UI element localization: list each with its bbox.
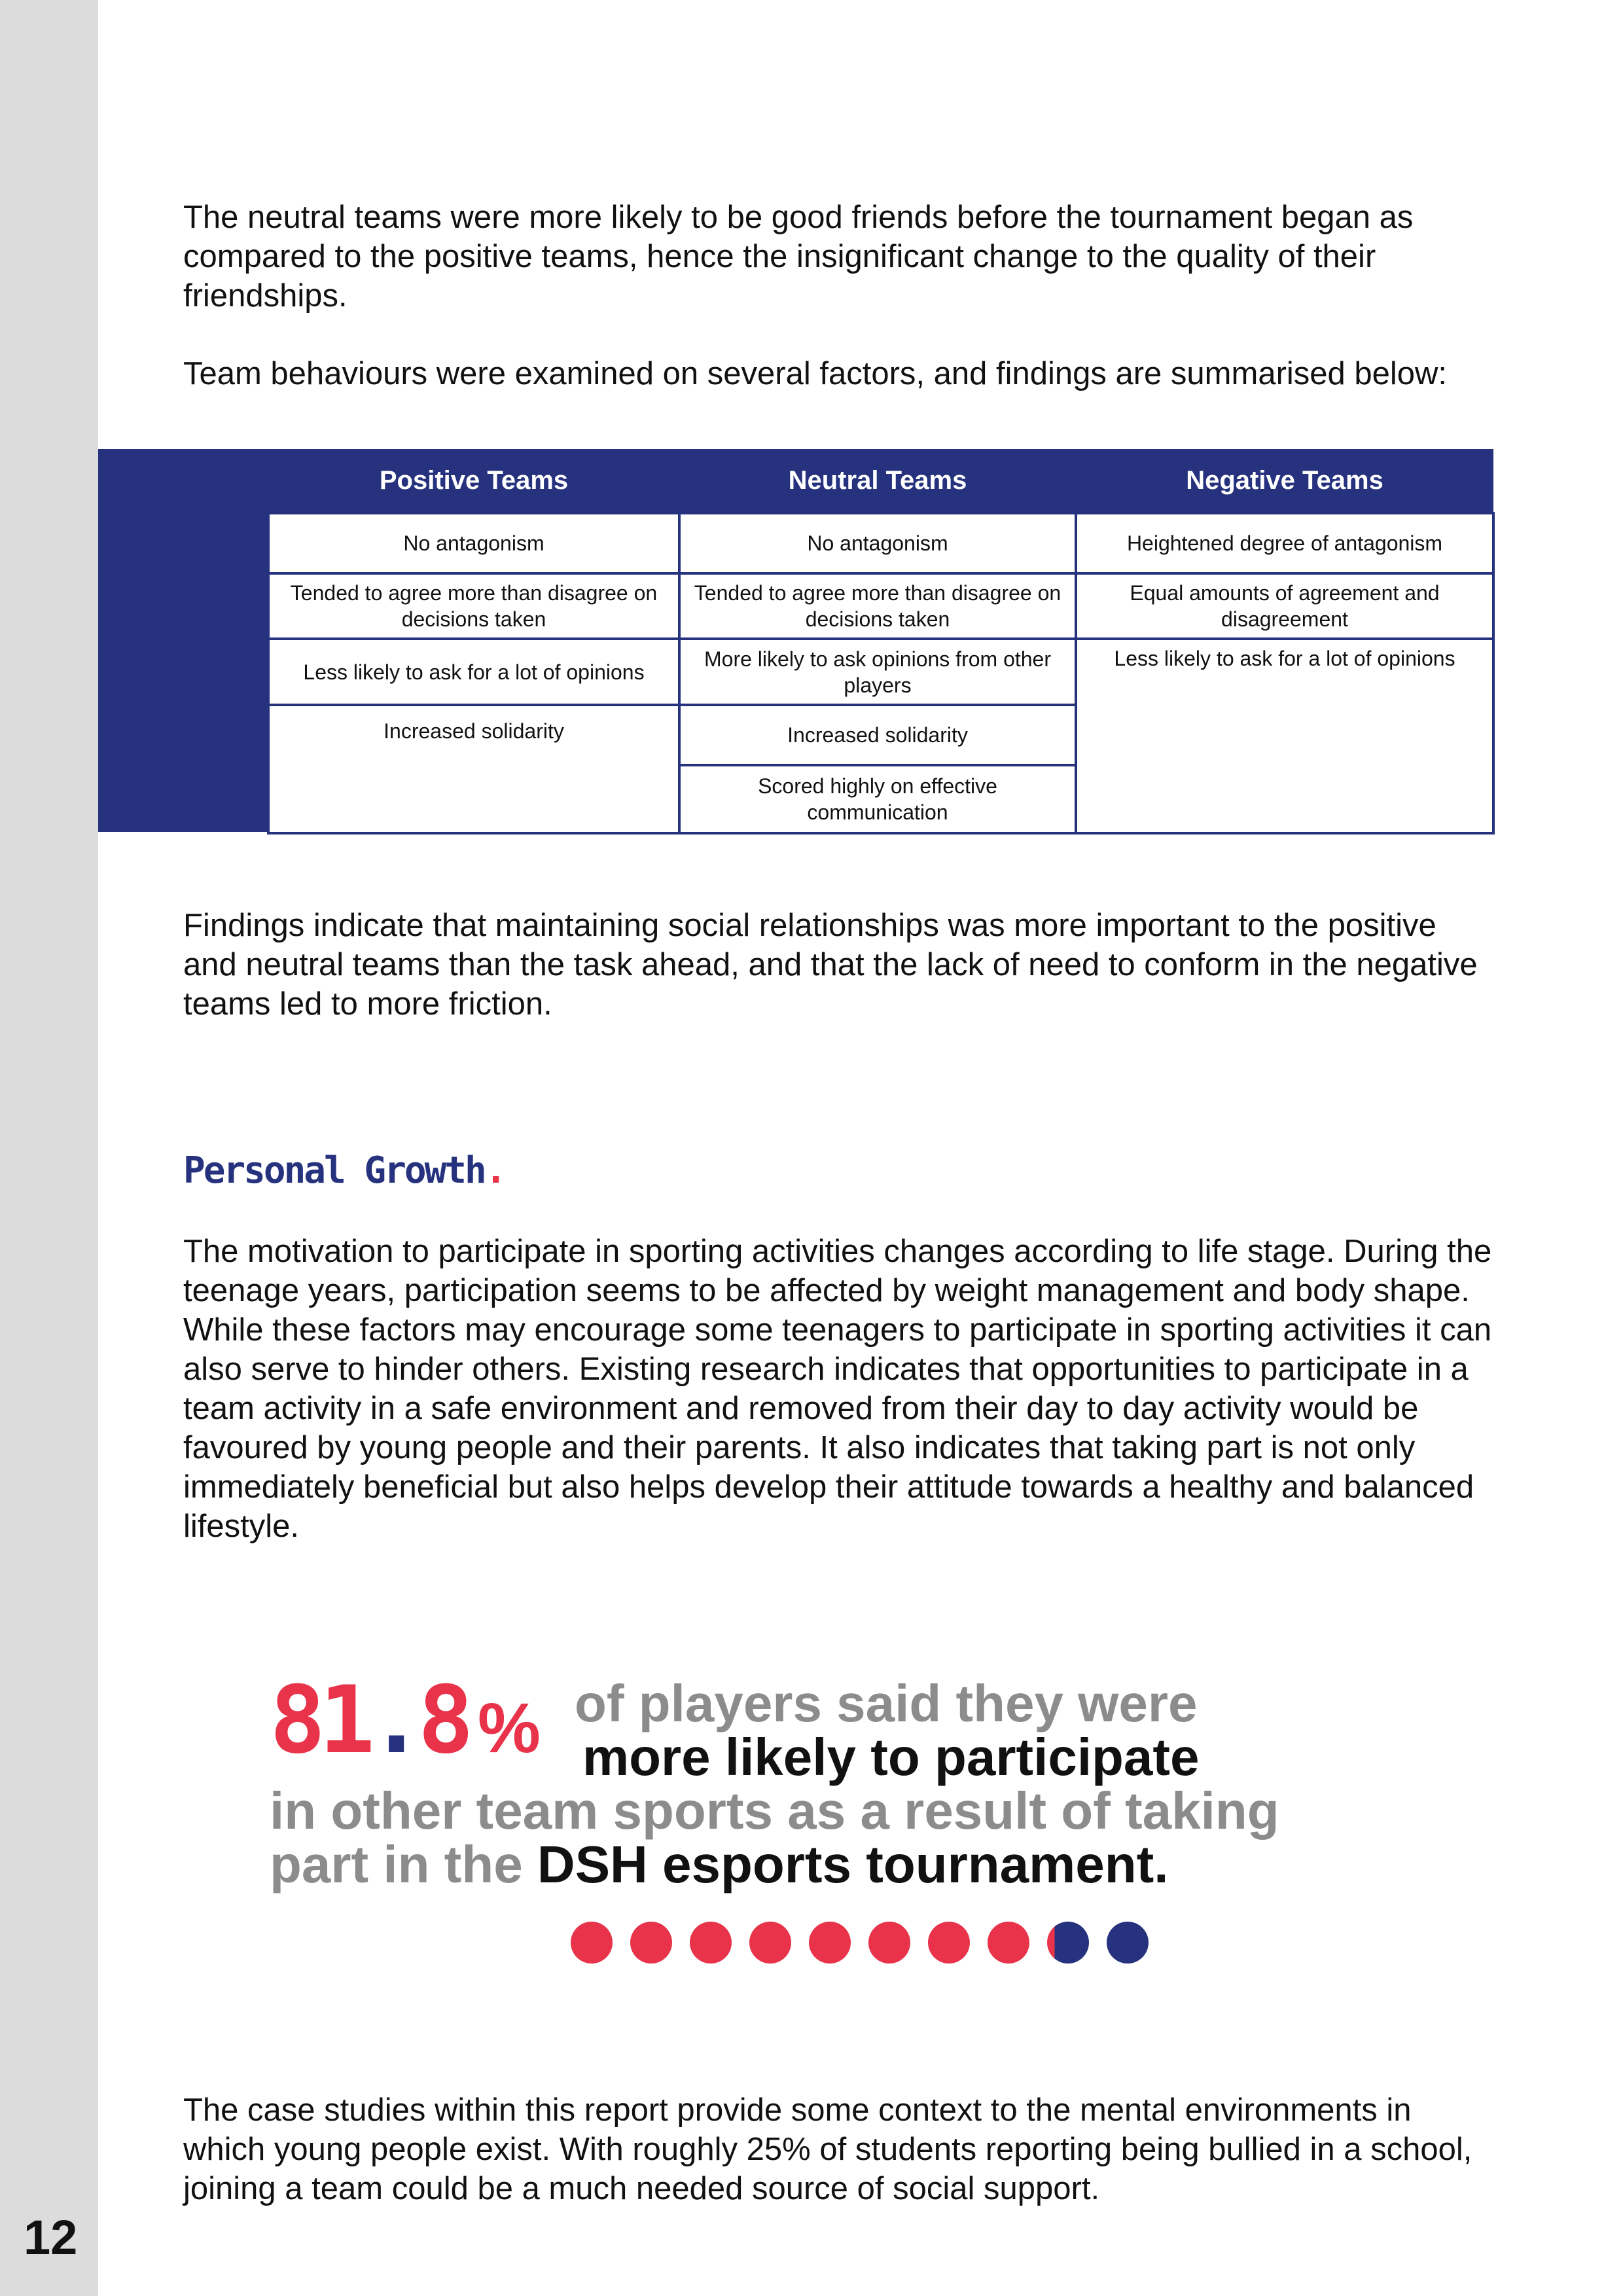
summary-lead-paragraph: Team behaviours were examined on several factors, and findings are summarised below: [183,356,1448,391]
statistic-line-4 [270,1835,1169,1893]
statistic-dot [690,1922,732,1964]
statistic-dot [928,1922,970,1964]
header-positive-teams: Positive Teams [268,449,679,513]
statistic-dot [749,1922,791,1964]
section-heading [183,1149,505,1192]
table-row [268,573,1493,639]
statistic-line-4-black: DSH esports tournament. [537,1835,1169,1893]
section-heading-text: Personal Growth [183,1149,485,1192]
table-row [268,639,1493,705]
statistic-percent-sign: % [478,1688,541,1767]
statistic-dot [1107,1922,1149,1964]
closing-paragraph: The case studies within this report provide some context to the mental environments in which young people exist. With roughly 25% of students reporting being bullied in a school, joining a team could be a much needed source of social support. [183,2092,1472,2206]
table-cell: Less likely to ask for a lot of opinions [268,639,679,705]
statistic-value [270,1666,467,1774]
findings-paragraph: Findings indicate that maintaining social relationships was more important to the positive and neutral teams than the task ahead, and that the lack of need to conform in the negative teams led to more friction. [183,908,1478,1022]
statistic-dot [630,1922,672,1964]
table-row [268,513,1493,573]
table-cell: Tended to agree more than disagree on decisions taken [268,573,679,639]
team-behaviours-table [267,449,1495,834]
statistic-integer: 81 [270,1666,368,1774]
statistic-dot [809,1922,851,1964]
table-cell: More likely to ask opinions from other players [679,639,1076,705]
statistic-dot [868,1922,910,1964]
statistic-line-4-grey: part in the [270,1835,523,1893]
statistic-dot [571,1922,613,1964]
table-header-row [268,449,1493,513]
page-number: 12 [24,2210,78,2265]
personal-growth-paragraph: The motivation to participate in sporting activities changes according to life stage. During the teenage years, participation seems to be affected by weight management and body shape. While these factors may encourage some teenagers to participate in sporting activities it can also serve to hinder others. Existing research indicates that opportunities to participate in a team activity in a safe environment and removed from their day to day activity would be favoured by young people and their parents. It also indicates that taking part is not only immediately beneficial but also helps develop their attitude towards a healthy and balanced lifestyle. [183,1234,1492,1544]
table-cell: Increased solidarity [268,705,679,833]
table-cell: Heightened degree of antagonism [1076,513,1493,573]
statistic-dot [988,1922,1029,1964]
statistic-dot [1047,1922,1089,1964]
table-cell: Less likely to ask for a lot of opinions [1076,639,1493,833]
table-cell: Tended to agree more than disagree on decisions taken [679,573,1076,639]
table-cell: Equal amounts of agreement and disagreement [1076,573,1493,639]
left-margin-band [0,0,98,2296]
table-cell: Scored highly on effective communication [679,765,1076,833]
intro-paragraph: The neutral teams were more likely to be good friends before the tournament began as compared to the positive teams, hence the insignificant change to the quality of their friendships. [183,200,1414,314]
statistic-line-1: of players said they were [575,1674,1198,1732]
heading-dot: . [484,1149,505,1192]
statistic-line-2: more likely to participate [582,1728,1200,1786]
table-cell: Increased solidarity [679,705,1076,765]
statistic-fraction: 8 [418,1666,467,1774]
statistic-line-3: in other team sports as a result of taking [270,1782,1279,1840]
header-negative-teams: Negative Teams [1076,449,1493,513]
table-cell: No antagonism [268,513,679,573]
table-cell: No antagonism [679,513,1076,573]
statistic-decimal-point: . [368,1666,418,1774]
statistic-dot-chart [571,1922,1149,1964]
header-neutral-teams: Neutral Teams [679,449,1076,513]
